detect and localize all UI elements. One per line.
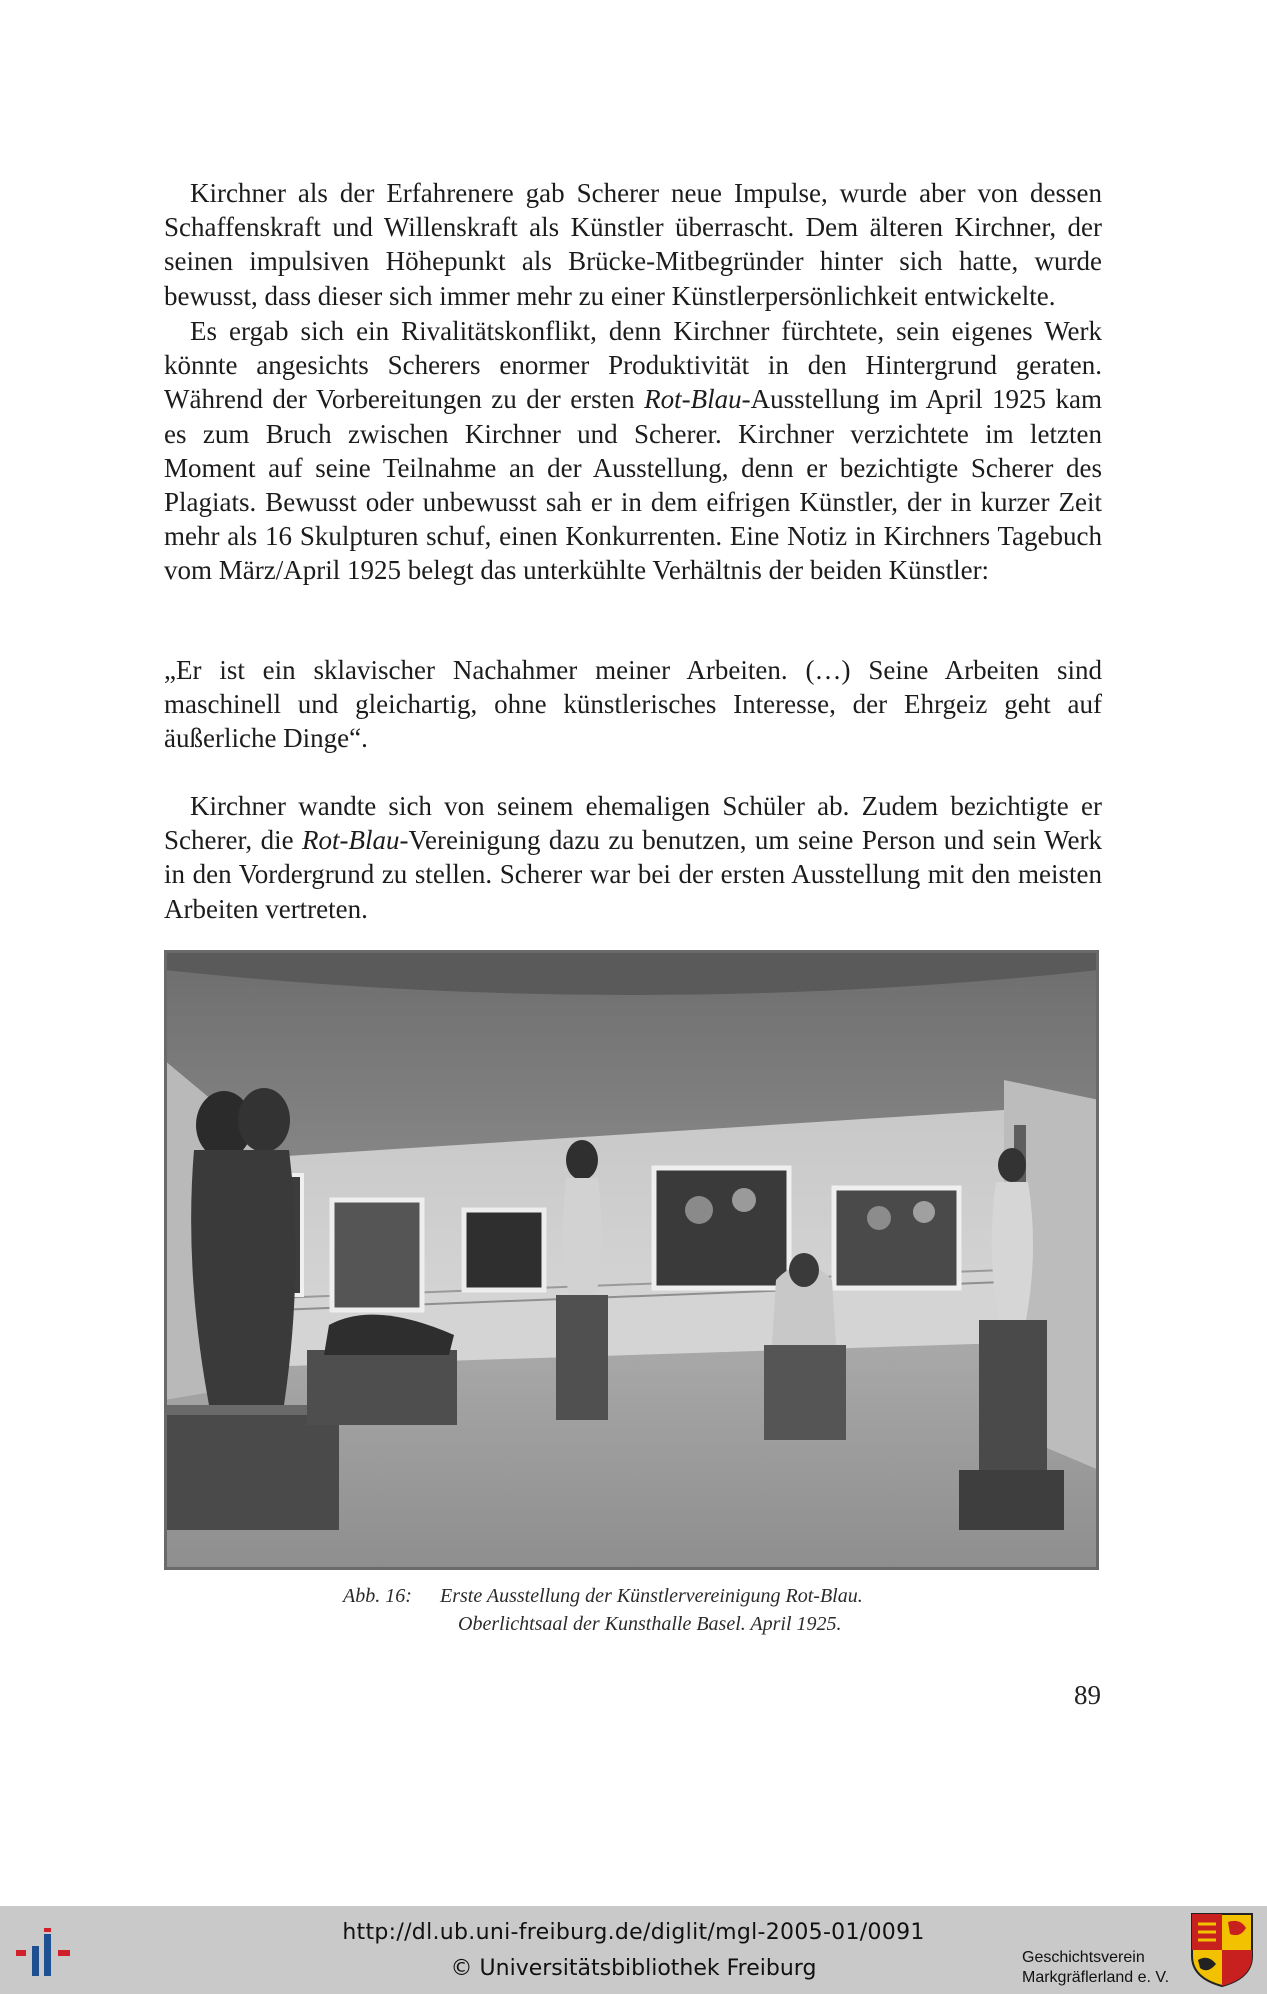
- paragraph-3-text-b: -Vereinigung dazu zu benutzen, um seine Person und sein Werk in den Vordergrund zu stellen. Scherer war bei der ersten Ausstellung mit den meisten Arbeiten vertreten.: [164, 825, 1102, 924]
- quotation: [164, 653, 1102, 756]
- paragraph-2: [164, 314, 1102, 588]
- society-line-2: Markgräflerland e. V.: [1022, 1969, 1170, 1986]
- caption-line-1: Erste Ausstellung der Künstlervereinigung Rot-Blau.: [440, 1585, 863, 1607]
- society-name: [1022, 1948, 1182, 1988]
- exhibition-hall-illustration: [164, 950, 1099, 1570]
- society-line-1: Geschichtsverein: [1022, 1949, 1145, 1966]
- paragraph-3-italic: Rot-Blau: [302, 825, 400, 856]
- page-number: 89: [1074, 1680, 1101, 1710]
- paragraph-1-text: Kirchner als der Erfahrenere gab Scherer neue Impulse, wurde aber von dessen Schaffenskraft und Willenskraft als Künstler überrascht. Dem älteren Kirchner, der seinen impulsiven Höhepunkt als Brücke-Mitbegründer hinter sich hatte, wurde bewusst, dass dieser sich immer mehr zu einer Künstlerpersönlichkeit entwickelte.: [164, 178, 1102, 311]
- paragraph-2-italic: Rot-Blau: [644, 384, 742, 415]
- paragraph-2-text-b: -Ausstellung im April 1925 kam es zum Bruch zwischen Kirchner und Scherer. Kirchner verzichtete im letzten Moment auf seine Teilnahme an der Ausstellung, denn er bezichtigte Scherer des Plagiats. Bewusst oder unbewusst sah er in dem eifrigen Künstler, der in kurzer Zeit mehr als 16 Skulpturen schuf, einen Konkurrenten. Eine Notiz in Kirchners Tagebuch vom März/April 1925 belegt das unterkühlte Verhältnis der beiden Künstler:: [164, 384, 1103, 586]
- paragraph-3-text-a: Kirchner wandte sich von seinem ehemaligen Schüler ab. Zudem bezichtigte er Scherer, die: [164, 791, 1102, 856]
- exhibition-photograph: [164, 950, 1099, 1570]
- figure-label: Abb. 16:: [343, 1585, 412, 1607]
- footer-bar: [0, 1906, 1267, 1994]
- paragraph-3: [164, 789, 1102, 926]
- coat-of-arms-icon: [1190, 1912, 1254, 1988]
- quotation-text: „Er ist ein sklavischer Nachahmer meiner Arbeiten. (…) Seine Arbeiten sind maschinell und gleichartig, ohne künstlerisches Interesse, der Ehrgeiz geht auf äußerliche Dinge“.: [164, 655, 1102, 754]
- paragraph-1: [164, 176, 1102, 313]
- document-url-link[interactable]: http://dl.ub.uni-freiburg.de/diglit/mgl-2005-01/0091: [342, 1920, 925, 1945]
- paragraph-2-text-a: Es ergab sich ein Rivalitätskonflikt, denn Kirchner fürchtete, sein eigenes Werk könnte angesichts Scherers enormer Produktivität in den Hintergrund geraten. Während der Vorbereitungen zu der ersten: [164, 316, 1102, 415]
- caption-line-2: Oberlichtsaal der Kunsthalle Basel. April 1925.: [458, 1613, 842, 1635]
- figure-caption: [164, 1582, 1099, 1638]
- copyright-notice: © Universitätsbibliothek Freiburg: [450, 1956, 817, 1981]
